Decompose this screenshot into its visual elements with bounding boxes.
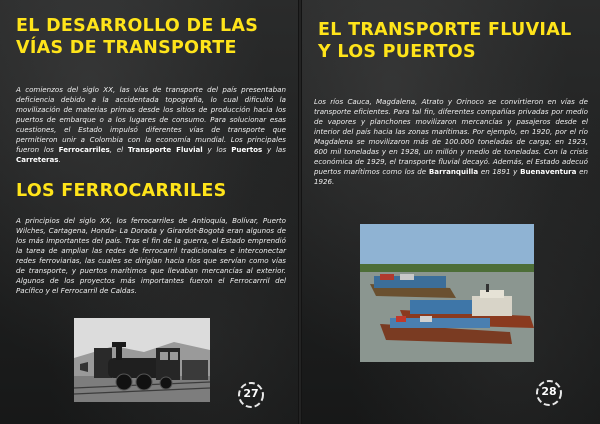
- ferrocarriles-paragraph: A principios del siglo XX, los ferrocarriles de Antioquía, Bolívar, Puerto Wilches, Cartagena, Honda- La Dorada y Girardot-Bogotá eran algunos de los más importantes del país. Tras el fin de la guerra, el Estado emprendió la tarea de ampliar las redes de ferrocarril tradicionales e interconectar redes ferroviarias, las cuales se dirigían hacia ríos que servían como vías de transporte, y puertos marítimos que llevaban mercancías al exterior. Algunos de los proyectos más importantes fueron el Ferrocarrril del Pacífico y el Ferrocarril de Caldas.: [16, 216, 286, 295]
- highlight-puertos: Puertos: [231, 145, 263, 154]
- highlight-transporte-fluvial: Transporte Fluvial: [127, 145, 203, 154]
- left-page: [0, 0, 298, 424]
- fluvial-paragraph: Los ríos Cauca, Magdalena, Atrato y Orinoco se convirtieron en vías de transporte eficientes. Para tal fin, diferentes compañías privadas por medio de vapores y planchones movilizaron mercancías y pasajeros desde el interior del país hacia las zonas marítimas. Por ejemplo, en 1920, por el río Magdalena se movilizaron más de 100.000 toneladas de carga; en 1923, 600 mil toneladas y en 1928, un millón y medio de toneladas. Con la crisis económica de 1929, el transporte fluvial decayó. Además, el Estado adecuó puertos marítimos como los de Barranquilla en 1891 y Buenaventura en 1926.: [314, 97, 588, 186]
- highlight-barranquilla: Barranquilla: [428, 167, 479, 176]
- river-barges-photo: [360, 224, 534, 362]
- main-title-fluvial: EL TRANSPORTE FLUVIAL Y LOS PUERTOS: [318, 20, 572, 62]
- highlight-buenaventura: Buenaventura: [520, 167, 577, 176]
- main-title: EL DESARROLLO DE LAS VÍAS DE TRANSPORTE: [16, 16, 259, 58]
- section-title-ferrocarriles: LOS FERROCARRILES: [16, 181, 227, 201]
- page-number-badge: [236, 380, 266, 410]
- highlight-carreteras: Carreteras: [16, 155, 59, 164]
- page-number-badge: [534, 378, 564, 408]
- page-number: 28: [541, 385, 557, 398]
- steam-locomotive-photo: [74, 318, 210, 402]
- intro-paragraph: A comienzos del siglo XX, las vías de transporte del país presentaban deficiencia debido a la accidentada topografía, lo cual dificultó la movilización de materias primas desde los sitios de producción hacia los puertos de embarque o a los lugares de consumo. Para solucionar esas cuestiones, el Estado impulsó diferentes vías de transporte que permitieron unir a Colombia con la economía mundial. Los principales fueron los Ferrocarriles, el Transporte Fluvial y los Puertos y las Carreteras.: [16, 85, 286, 164]
- page-number: 27: [243, 387, 259, 400]
- highlight-ferrocarriles: Ferrocarriles: [58, 145, 110, 154]
- right-page: [302, 0, 600, 424]
